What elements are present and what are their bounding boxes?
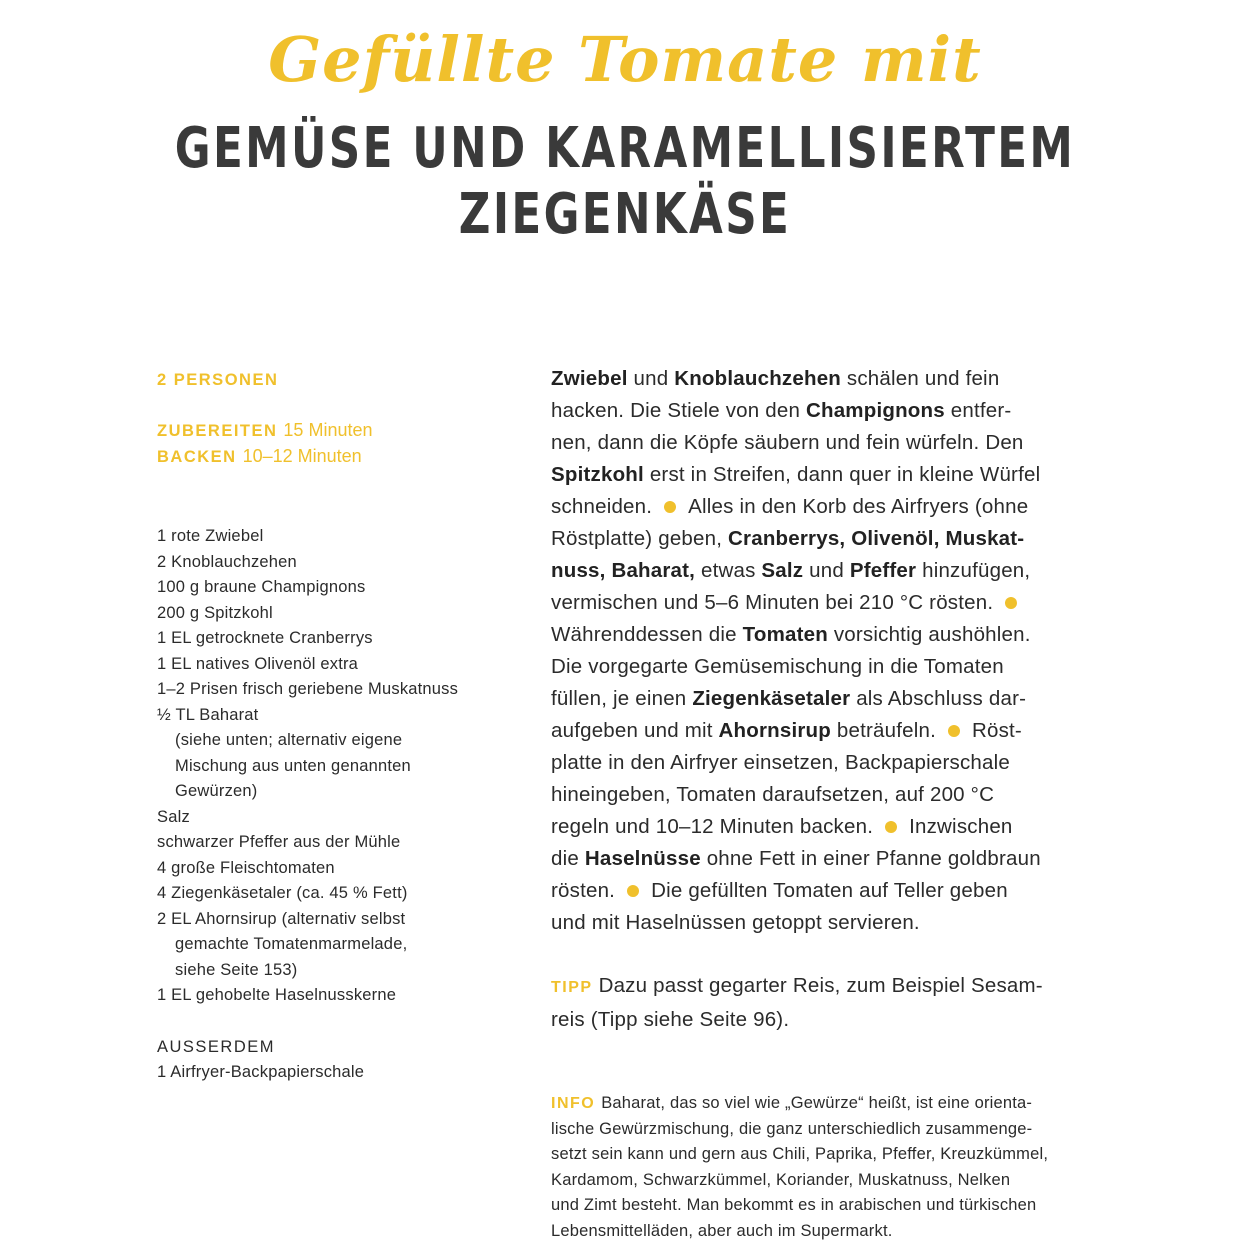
ingredient-note: Gewürzen): [175, 782, 258, 800]
ingredient-note: siehe Seite 153): [175, 960, 298, 979]
ingredient-item: 1 EL natives Olivenöl extra: [157, 654, 359, 673]
method-fragment: entfer-: [944, 399, 1012, 422]
ingredient-ref: Ziegenkäsetaler: [692, 687, 851, 710]
ingredient-item: Salz: [157, 807, 190, 826]
info-line: lische Gewürzmischung, die ganz unterschiedlich zusammenge-: [551, 1119, 1033, 1138]
tip-text: Dazu passt gegarter Reis, zum Beispiel Sesam-: [598, 974, 1043, 997]
method-fragment: und: [627, 367, 675, 390]
method-line: [551, 523, 1091, 555]
method-fragment: nen, dann die Köpfe säubern und fein würfeln. Den: [551, 431, 1024, 454]
ingredient-item: 100 g braune Champignons: [157, 578, 366, 596]
ingredient-item: 1 EL getrocknete Cranberrys: [157, 629, 373, 647]
method-line: [551, 779, 1091, 811]
ingredient-ref: Knoblauchzehen: [674, 367, 842, 390]
method-fragment: Inzwischen: [909, 815, 1013, 838]
method-line: [551, 395, 1091, 427]
method-fragment: Die vorgegarte Gemüsemischung in die Tomaten: [551, 655, 1004, 678]
bake-value: 10–12 Minuten: [242, 446, 362, 466]
ingredient-item: 1–2 Prisen frisch geriebene Muskatnuss: [157, 680, 459, 698]
prep-label: ZUBEREITEN: [157, 422, 278, 440]
info-label: INFO: [551, 1095, 596, 1112]
method-fragment: rösten.: [551, 879, 616, 902]
method-line: [551, 811, 1091, 843]
method-fragment: schälen und fein: [841, 367, 1000, 390]
step-bullet-icon: [627, 885, 639, 897]
times: [157, 418, 517, 470]
method-fragment: und mit Haselnüssen getoppt servieren.: [551, 911, 920, 934]
method-fragment: schneiden.: [551, 495, 653, 518]
ingredient-item: 1 rote Zwiebel: [157, 527, 264, 545]
ingredient-note: gemachte Tomatenmarmelade,: [175, 935, 408, 953]
ingredient-ref: Zwiebel: [551, 367, 628, 390]
method-fragment: erst in Streifen, dann quer in kleine Würfel: [643, 463, 1041, 486]
recipe-sidebar: [157, 366, 517, 1085]
recipe-title-script: Gefüllte Tomate mit: [268, 23, 982, 96]
ingredient-ref: Cranberrys, Olivenöl, Muskat-: [728, 527, 1025, 550]
info-line: [551, 1091, 1091, 1117]
ingredient-item: 4 große Fleischtomaten: [157, 858, 335, 877]
step-bullet-icon: [885, 821, 897, 833]
ingredient-item: 2 Knoblauchzehen: [157, 552, 297, 571]
step-bullet-icon: [664, 501, 676, 513]
ingredient-item: 1 EL gehobelte Haselnusskerne: [157, 986, 397, 1004]
bake-label: BACKEN: [157, 448, 237, 466]
ingredient-item: 4 Ziegenkäsetaler (ca. 45 % Fett): [157, 884, 408, 902]
method-line: [551, 875, 1091, 907]
ingredient-ref: Tomaten: [742, 623, 828, 646]
info-line: Lebensmittelläden, aber auch im Supermarkt.: [551, 1221, 893, 1240]
method-line: [551, 587, 1091, 619]
method-fragment: Röst-: [971, 719, 1022, 742]
method-line: [551, 619, 1091, 651]
ingredient-ref: nuss, Baharat,: [551, 559, 696, 582]
method-fragment: vorsichtig aushöhlen.: [827, 623, 1031, 646]
bake-time: [157, 444, 517, 470]
title-line-1: GEMÜSE UND KARAMELLISIERTEM: [174, 116, 1076, 181]
ingredient-ref: Ahornsirup: [718, 719, 831, 742]
ingredient-ref: Salz: [761, 559, 804, 582]
method-line: [551, 555, 1091, 587]
method-fragment: beträufeln.: [831, 719, 936, 742]
ingredient-note: (siehe unten; alternativ eigene: [175, 731, 403, 749]
method-text: [551, 363, 1091, 939]
ingredient-note: Mischung aus unten genannten: [175, 756, 411, 775]
method-line: [551, 459, 1091, 491]
ingredient-item: 200 g Spitzkohl: [157, 603, 273, 622]
method-fragment: vermischen und 5–6 Minuten bei 210 °C rösten.: [551, 591, 994, 614]
method-fragment: regeln und 10–12 Minuten backen.: [551, 815, 874, 838]
method-fragment: platte in den Airfryer einsetzen, Backpapierschale: [551, 751, 1010, 774]
ingredient-list: [157, 524, 517, 1009]
ingredient-ref: Pfeffer: [849, 559, 917, 582]
extras-item: 1 Airfryer-Backpapierschale: [157, 1062, 365, 1081]
ingredient-item: 2 EL Ahornsirup (alternativ selbst: [157, 909, 406, 928]
info-line: setzt sein kann und gern aus Chili, Paprika, Pfeffer, Kreuzkümmel,: [551, 1145, 1049, 1163]
info-line: und Zimt besteht. Man bekommt es in arabischen und türkischen: [551, 1196, 1037, 1214]
method-fragment: als Abschluss dar-: [850, 687, 1027, 710]
ingredient-ref: Champignons: [805, 399, 945, 422]
extras-heading: AUSSERDEM: [157, 1037, 276, 1056]
prep-value: 15 Minuten: [283, 420, 373, 440]
tip-box: [551, 970, 1091, 1036]
method-line: [551, 363, 1091, 395]
method-line: [551, 747, 1091, 779]
method-line: [551, 715, 1091, 747]
method-fragment: hineingeben, Tomaten daraufsetzen, auf 200 °C: [551, 783, 995, 806]
servings: 2 PERSONEN: [157, 371, 279, 389]
ingredient-ref: Haselnüsse: [584, 847, 701, 870]
recipe-title-main: [138, 116, 1113, 248]
step-bullet-icon: [1005, 597, 1017, 609]
info-box: [551, 1091, 1091, 1244]
tip-line: reis (Tipp siehe Seite 96).: [551, 1008, 790, 1031]
step-bullet-icon: [948, 725, 960, 737]
method-fragment: Röstplatte) geben,: [551, 527, 729, 550]
method-line: [551, 491, 1091, 523]
method-fragment: und: [803, 559, 850, 582]
method-fragment: hacken. Die Stiele von den: [551, 399, 806, 422]
ingredient-ref: Spitzkohl: [551, 463, 644, 486]
info-text: Baharat, das so viel wie „Gewürze“ heißt, ist eine orienta-: [601, 1094, 1033, 1112]
method-fragment: die: [551, 847, 585, 870]
ingredient-item: schwarzer Pfeffer aus der Mühle: [157, 833, 401, 851]
method-line: [551, 651, 1091, 683]
ingredient-item: ½ TL Baharat: [157, 705, 259, 724]
info-line: Kardamom, Schwarzkümmel, Koriander, Muskatnuss, Nelken: [551, 1170, 1011, 1189]
method-fragment: Währenddessen die: [551, 623, 743, 646]
title-line-2: ZIEGENKÄSE: [458, 182, 792, 247]
method-fragment: füllen, je einen: [551, 687, 693, 710]
tip-line: [551, 970, 1091, 1004]
method-fragment: aufgeben und mit: [551, 719, 719, 742]
method-fragment: ohne Fett in einer Pfanne goldbraun: [700, 847, 1041, 870]
tip-label: TIPP: [551, 979, 593, 996]
method-fragment: etwas: [695, 559, 762, 582]
method-line: [551, 427, 1091, 459]
method-line: [551, 843, 1091, 875]
method-line: [551, 907, 1091, 939]
method-fragment: Alles in den Korb des Airfryers (ohne: [688, 495, 1029, 518]
method-fragment: Die gefüllten Tomaten auf Teller geben: [651, 879, 1008, 902]
method-fragment: hinzufügen,: [916, 559, 1031, 582]
method-line: [551, 683, 1091, 715]
prep-time: [157, 418, 517, 444]
